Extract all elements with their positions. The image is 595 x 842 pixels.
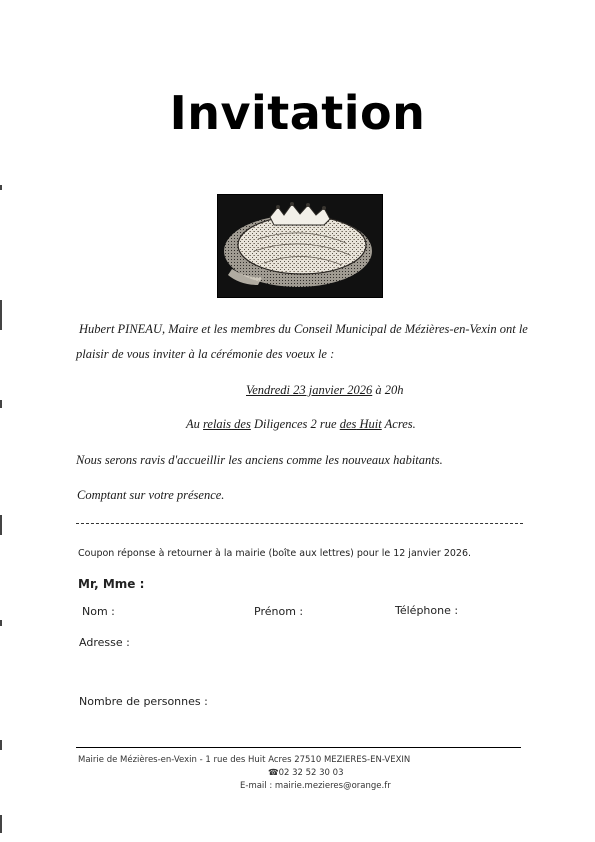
adresse-label: Adresse :	[79, 636, 130, 649]
scan-mark	[0, 300, 2, 330]
galette-photo	[217, 194, 383, 298]
galette-image	[218, 195, 382, 297]
venue-des: des	[231, 417, 251, 431]
footer-rule	[76, 747, 521, 748]
prenom-label: Prénom :	[254, 605, 304, 618]
coupon-instruction: Coupon réponse à retourner à la mairie (boîte aux lettres) pour le 12 janvier 2026.	[78, 548, 472, 559]
scan-mark	[0, 515, 2, 535]
welcome-text: Nous serons ravis d'accueillir les anciens comme les nouveaux habitants.	[76, 453, 443, 467]
scan-mark	[0, 740, 2, 750]
footer-address: Mairie de Mézières-en-Vexin - 1 rue des Huit Acres 27510 MEZIERES-EN-VEXIN	[78, 755, 411, 765]
coupon-salutation: Mr, Mme :	[78, 577, 145, 591]
event-venue	[186, 417, 416, 432]
page-title: Invitation	[169, 86, 426, 140]
scan-mark	[0, 185, 2, 190]
cut-line	[76, 523, 523, 524]
venue-relais: relais	[203, 417, 232, 431]
venue-huit: Huit	[356, 417, 382, 431]
event-date	[246, 383, 404, 398]
scan-mark	[0, 815, 2, 833]
footer-phone-number: 02 32 52 30 03	[278, 768, 344, 778]
venue-acres: Acres.	[381, 417, 416, 431]
scan-mark	[0, 400, 2, 408]
event-time: à 20h	[372, 383, 404, 397]
venue-middle: Diligences 2 rue	[250, 417, 340, 431]
phone-icon: ☎	[268, 768, 279, 778]
venue-des-2: des	[339, 417, 357, 431]
telephone-label: Téléphone :	[395, 604, 459, 617]
venue-prefix: Au	[186, 417, 204, 431]
footer-phone	[268, 768, 343, 778]
invitation-line-2: plaisir de vous inviter à la cérémonie des voeux le :	[76, 347, 335, 361]
closing-text: Comptant sur votre présence.	[77, 488, 225, 502]
scan-mark	[0, 620, 2, 626]
event-date-text: Vendredi 23 janvier 2026	[246, 383, 373, 397]
personnes-label: Nombre de personnes :	[79, 695, 208, 708]
footer-email: E-mail : mairie.mezieres@orange.fr	[240, 781, 391, 791]
nom-label: Nom :	[82, 605, 115, 618]
invitation-line-1: Hubert PINEAU, Maire et les membres du Conseil Municipal de Mézières-en-Vexin ont le	[79, 322, 528, 336]
